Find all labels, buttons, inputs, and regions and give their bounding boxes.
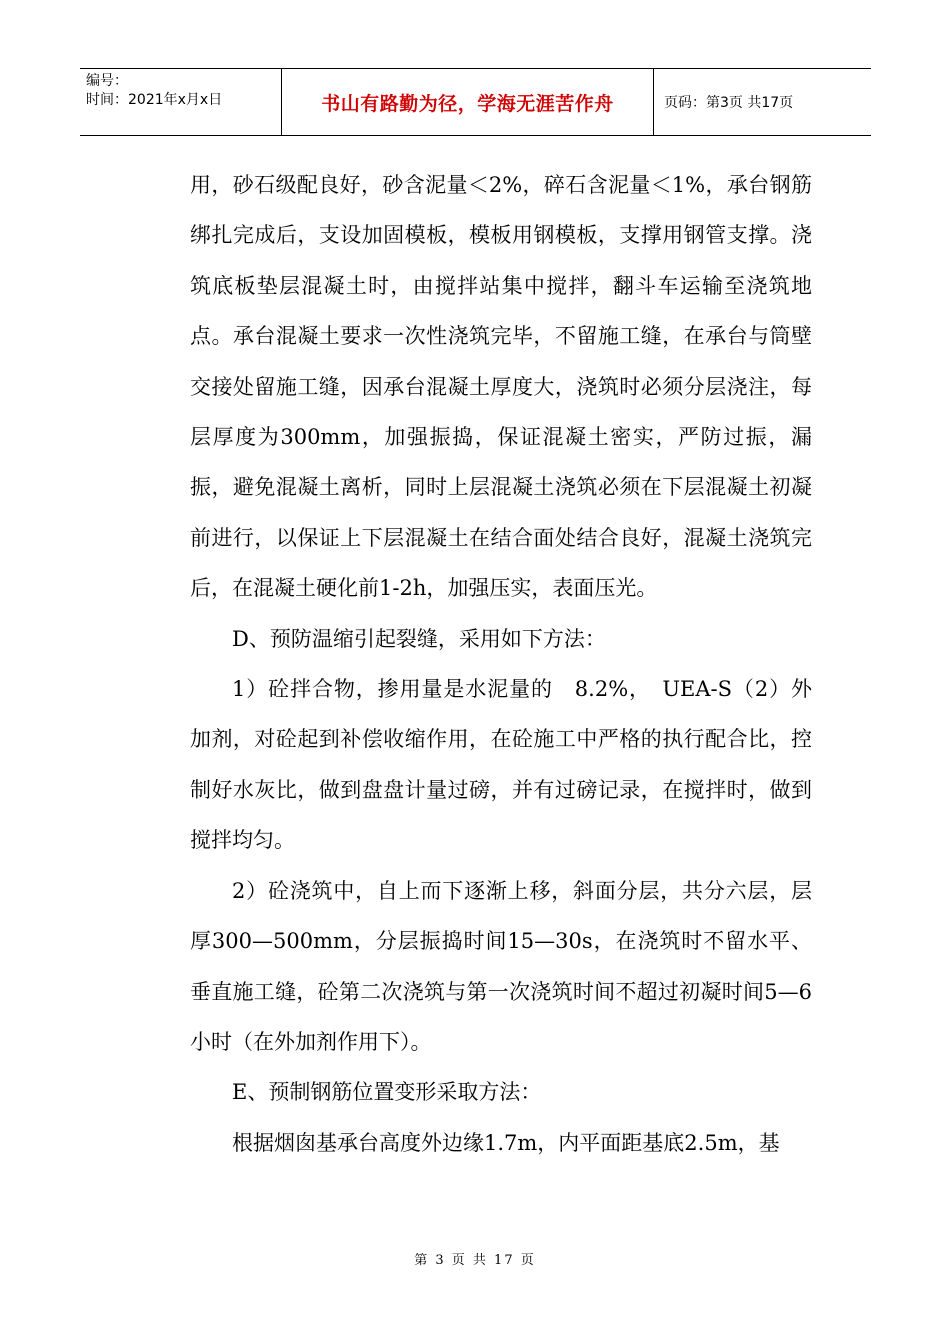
body-paragraph: E、预制钢筋位置变形采取方法： <box>232 1080 542 1105</box>
body-paragraph: 用，砂石级配良好，砂含泥量＜2%，碎石含泥量＜1%，承台钢筋绑扎完成后，支设加固模板，模板用钢模板，支撑用钢管支撑。浇筑底板垫层混凝土时，由搅拌站集中搅拌，翻斗车运输至浇筑地点。承台混凝土要求一次性浇筑完毕，不留施工缝，在承台与筒壁交接处留施工缝，因承台混凝土厚度大，浇筑时必须分层浇注，每层厚度为300mm，加强振捣，保证混凝土密实，严防过振，漏振，避免混凝土离析，同时上层混凝土浇筑必须在下层混凝土初凝前进行，以保证上下层混凝土在结合面处结合良好，混凝土浇筑完后，在混凝土硬化前1-2h，加强压实，表面压光。 <box>190 173 812 601</box>
body-paragraph: 根据烟囱基承台高度外边缘1.7m，内平面距基底2.5m，基 <box>232 1130 780 1155</box>
header-motto: 书山有路勤为径，学海无涯苦作舟 <box>282 69 654 135</box>
document-body <box>190 160 812 1168</box>
body-paragraph: 1）砼拌合物，掺用量是水泥量的 8.2%， UEA-S（2）外加剂，对砼起到补偿收缩作用，在砼施工中严格的执行配合比，控制好水灰比，做到盘盘计量过磅，并有过磅记录，在搅拌时，做到搅拌均匀。 <box>190 677 812 853</box>
page-footer: 第 3 页 共 17 页 <box>414 1253 536 1268</box>
page-header <box>80 68 871 136</box>
body-paragraph: 2）砼浇筑中，自上而下逐渐上移，斜面分层，共分六层，层厚300—500mm，分层振捣时间15—30s，在浇筑时不留水平、垂直施工缝，砼第二次浇筑与第一次浇筑时间不超过初凝时间5—6小时（在外加剂作用下）。 <box>190 878 812 1054</box>
header-meta <box>80 69 282 135</box>
body-paragraph: D、预防温缩引起裂缝，采用如下方法： <box>232 626 606 651</box>
document-time-label: 时间：2021年x月x日 <box>86 92 223 108</box>
header-page-info: 页码：第3页 共17页 <box>664 95 794 111</box>
document-number-label: 编号： <box>86 73 128 89</box>
